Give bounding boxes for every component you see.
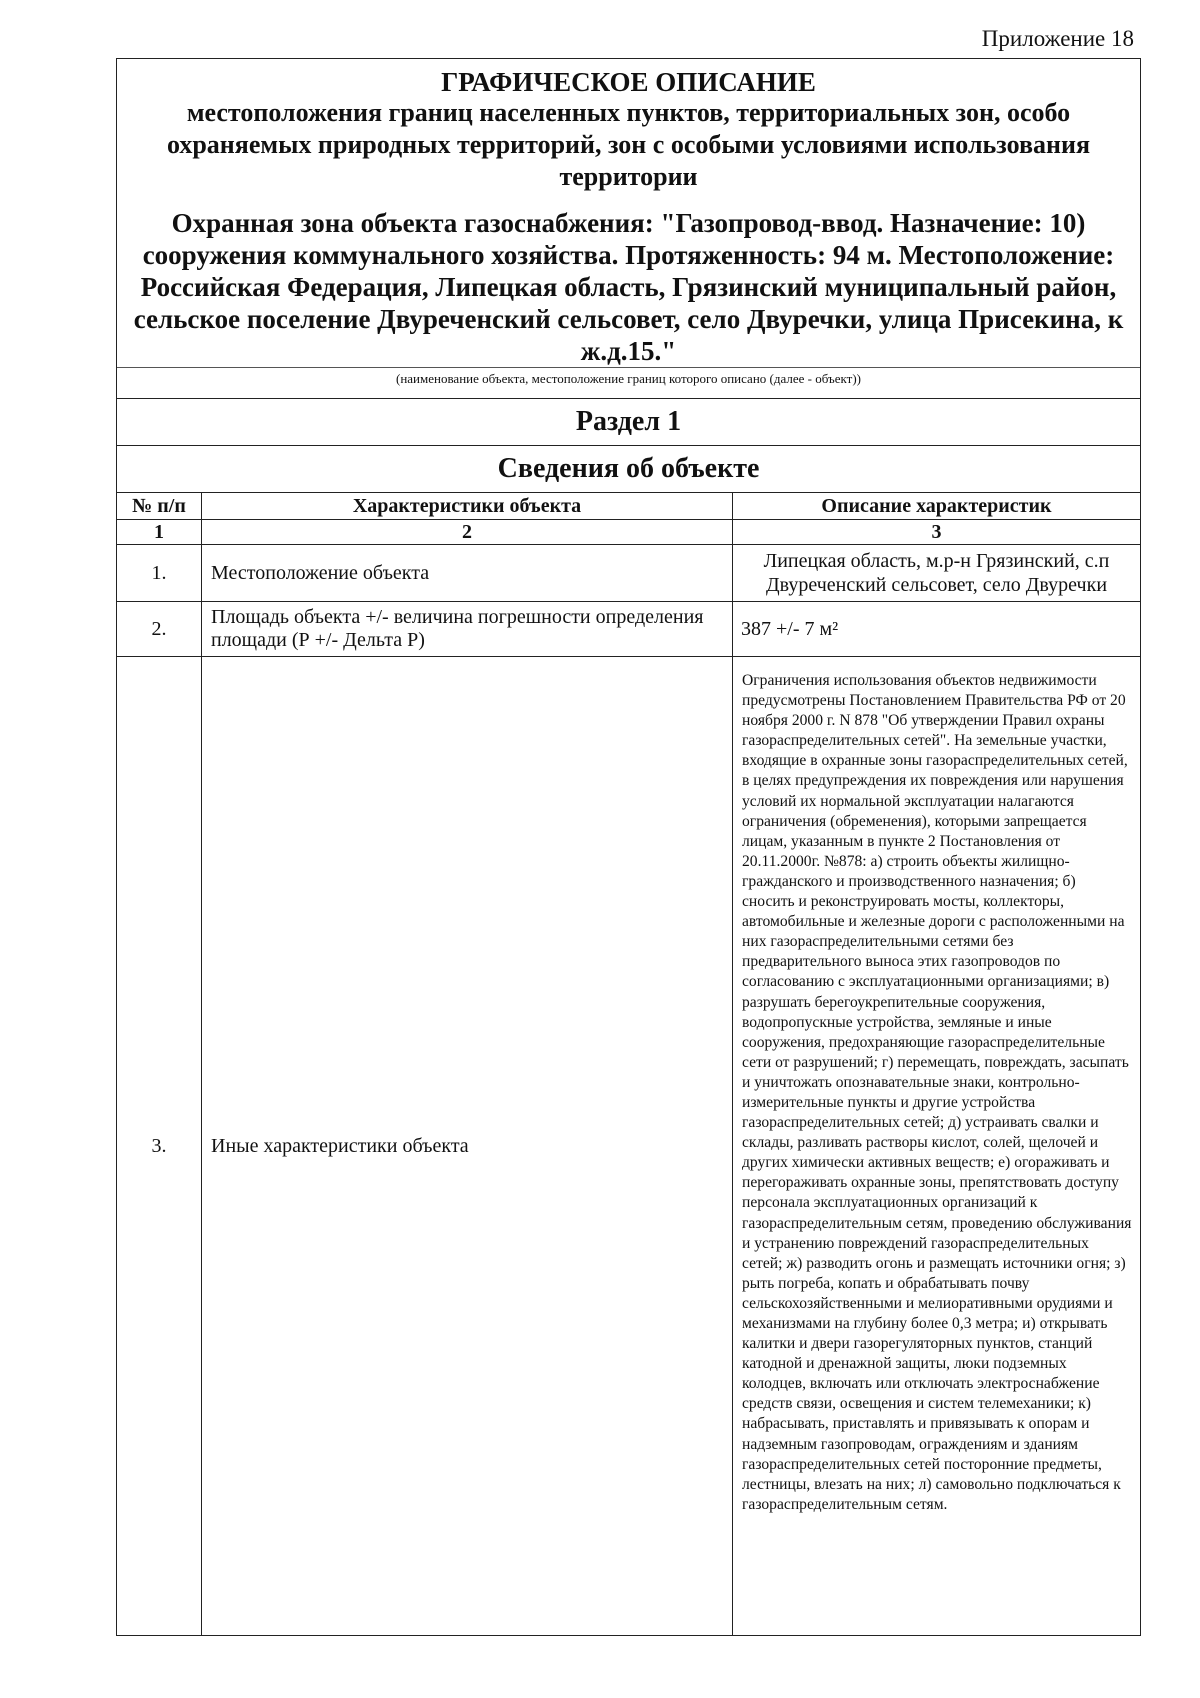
table-row xyxy=(117,602,1140,657)
row-characteristic: Иные характеристики объекта xyxy=(202,657,733,1636)
table-row xyxy=(117,657,1140,1636)
row-number: 2. xyxy=(117,602,202,657)
column-number-3: 3 xyxy=(733,520,1141,545)
column-numbers-row xyxy=(117,520,1140,545)
section-title: Раздел 1 xyxy=(117,398,1140,445)
row-characteristic: Местоположение объекта xyxy=(202,545,733,602)
table-header-row xyxy=(117,493,1140,520)
object-info-table xyxy=(117,492,1140,1635)
row-description: 387 +/- 7 м² xyxy=(733,602,1141,657)
row-description: Ограничения использования объектов недвижимости предусмотрены Постановлением Правительства РФ от 20 ноября 2000 г. N 878 "Об утверждении Правил охраны газораспределительных сетей". На земельные участки, входящие в охранные зоны газораспределительных сетей, в целях предупреждения их повреждения или нарушения условий их нормальной эксплуатации налагаются ограничения (обременения), которыми запрещается лицам, указанным в пункте 2 Постановления от 20.11.2000г. №878: а) строить объекты жилищно-гражданского и производственного назначения; б) сносить и реконструировать мосты, коллекторы, автомобильные и железные дороги с расположенными на них газораспределительными сетями без предварительного выноса этих газопроводов по согласованию с эксплуатационными организациями; в) разрушать берегоукрепительные сооружения, водопропускные устройства, земляные и иные сооружения, предохраняющие газораспределительные сети от разрушений; г) перемещать, повреждать, засыпать и уничтожать опознавательные знаки, контрольно-измерительные пункты и другие устройства газораспределительных сетей; д) устраивать свалки и склады, разливать растворы кислот, солей, щелочей и других химически активных веществ; е) огораживать и перегораживать охранные зоны, препятствовать доступу персонала эксплуатационных организаций к газораспределительным сетям, проведению обслуживания и устранению повреждений газораспределительных сетей; ж) разводить огонь и размещать источники огня; з) рыть погреба, копать и обрабатывать почву сельскохозяйственными и мелиоративными орудиями и механизмами на глубину более 0,3 метра; и) открывать калитки и двери газорегуляторных пунктов, станций катодной и дренажной защиты, люки подземных колодцев, включать или отключать электроснабжение средств связи, освещения и систем телемеханики; к) набрасывать, приставлять и привязывать к опорам и надземным газопроводам, ограждениям и зданиям газораспределительных сетей посторонние предметы, лестницы, влезать на них; л) самовольно подключаться к газораспределительным сетям. xyxy=(733,657,1141,1636)
appendix-label: Приложение 18 xyxy=(981,26,1134,51)
document-subtitle: местоположения границ населенных пунктов, территориальных зон, особо охраняемых природных территорий, зон с особыми условиями использования территории xyxy=(166,98,1091,191)
row-number: 1. xyxy=(117,545,202,602)
table-row xyxy=(117,545,1140,602)
title-block xyxy=(117,59,1140,367)
document-title: ГРАФИЧЕСКОЕ ОПИСАНИЕ xyxy=(441,67,816,97)
header-characteristic: Характеристики объекта xyxy=(202,493,733,520)
row-description: Липецкая область, м.р-н Грязинский, с.п Двуреченский сельсовет, село Двуречки xyxy=(733,545,1141,602)
object-caption: (наименование объекта, местоположение границ которого описано (далее - объект)) xyxy=(117,367,1140,398)
column-number-2: 2 xyxy=(202,520,733,545)
section-subtitle: Сведения об объекте xyxy=(117,445,1140,492)
column-number-1: 1 xyxy=(117,520,202,545)
header-description: Описание характеристик xyxy=(733,493,1141,520)
row-characteristic: Площадь объекта +/- величина погрешности определения площади (Р +/- Дельта Р) xyxy=(202,602,733,657)
header-number: № п/п xyxy=(117,493,202,520)
object-name: Охранная зона объекта газоснабжения: "Газопровод-ввод. Назначение: 10) сооружения коммунального хозяйства. Протяженность: 94 м. Местоположение: Российская Федерация, Липецкая область, Грязинский муниципальный район, сельское поселение Двуреченский сельсовет, село Двуречки, улица Присекина, к ж.д.15." xyxy=(133,208,1124,366)
document-frame xyxy=(116,58,1141,1636)
row-number: 3. xyxy=(117,657,202,1636)
